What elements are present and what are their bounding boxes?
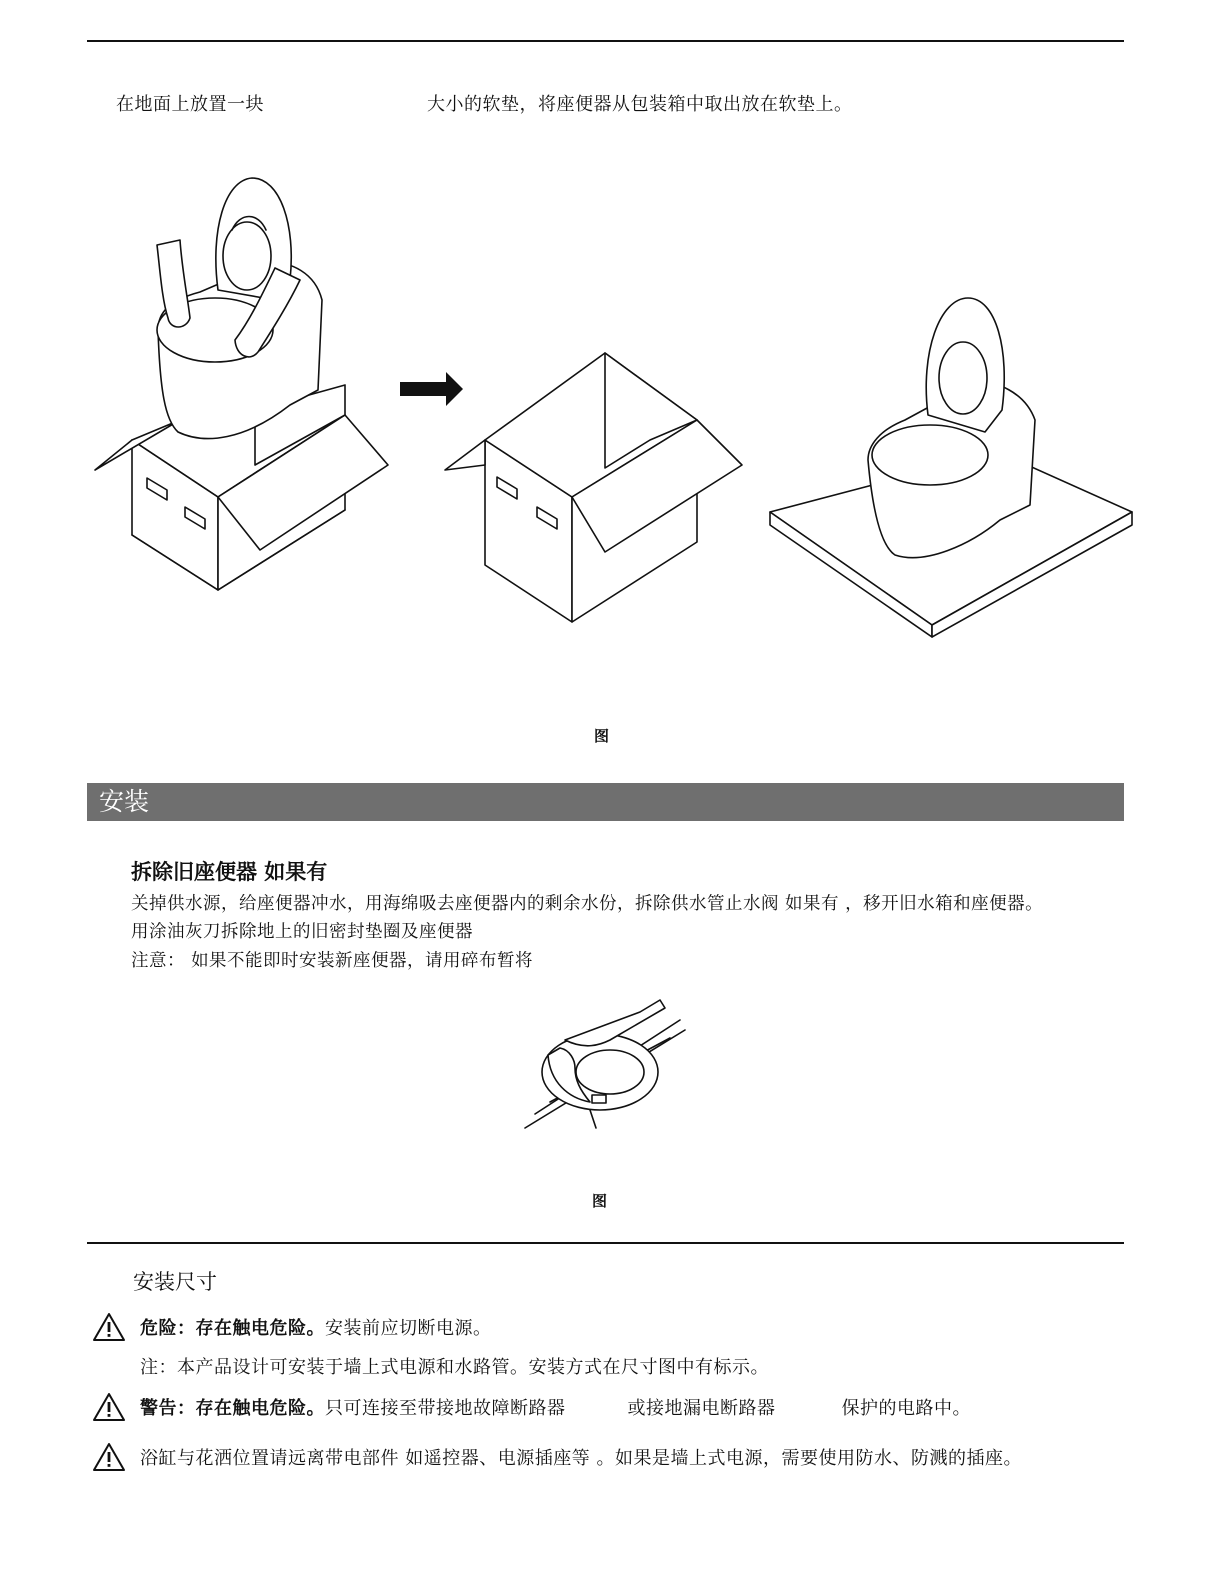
intro-text-part1: 在地面上放置一块 (116, 94, 264, 115)
danger-row (92, 1312, 492, 1342)
caution-row (92, 1442, 1022, 1472)
empty-box (445, 353, 742, 622)
figure2-caption: 图 (592, 1192, 608, 1210)
toilet-on-mat (770, 298, 1132, 637)
remove-old-line1: 关掉供水源，给座便器冲水，用海绵吸去座便器内的剩余水份，拆除供水管止水阀 如果有 ，移开旧水箱和座便器。 (131, 894, 1044, 914)
remove-old-line2: 用涂油灰刀拆除地上的旧密封垫圈及座便器 (131, 922, 473, 942)
middle-rule (87, 1242, 1124, 1244)
intro-text-part2: 大小的软垫，将座便器从包装箱中取出放在软垫上。 (427, 94, 853, 115)
warning-row (92, 1392, 971, 1422)
warning-label: 警告：存在触电危险。 (140, 1398, 325, 1419)
right-arrow-icon (400, 372, 463, 406)
warning-text-b: 或接地漏电断路器 (627, 1398, 776, 1419)
remove-old-note: 注意： 如果不能即时安装新座便器，请用碎布暂将 (131, 951, 534, 971)
box-with-toilet (95, 178, 388, 590)
warning-triangle-icon (92, 1392, 126, 1422)
warning-text-a: 只可连接至带接地故障断路器 (325, 1398, 566, 1419)
caution-text: 浴缸与花洒位置请远离带电部件 如遥控器、电源插座等 。如果是墙上式电源，需要使用防水、防溅的插座。 (140, 1448, 1022, 1469)
dimensions-heading: 安装尺寸 (133, 1270, 217, 1294)
figure1-caption: 图 (594, 727, 610, 745)
danger-note: 注：本产品设计可安装于墙上式电源和水路管。安装方式在尺寸图中有标示。 (140, 1357, 769, 1378)
section-title: 安装 (99, 787, 150, 816)
unboxing-illustration (0, 0, 1225, 720)
warning-triangle-icon (92, 1312, 126, 1342)
remove-old-heading: 拆除旧座便器 如果有 (131, 860, 328, 884)
danger-text: 安装前应切断电源。 (325, 1318, 492, 1339)
section-title-bar (87, 783, 1124, 821)
danger-label: 危险：存在触电危险。 (140, 1318, 325, 1339)
scraping-wax-ring-illustration (520, 990, 700, 1140)
warning-triangle-icon (92, 1442, 126, 1472)
warning-text-c: 保护的电路中。 (841, 1398, 971, 1419)
